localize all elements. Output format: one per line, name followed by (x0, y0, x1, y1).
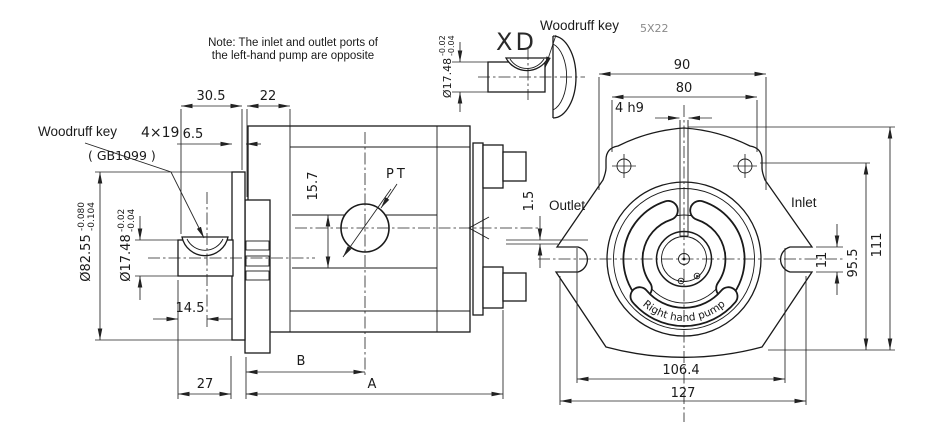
dim-spigot-depth: 6.5 (182, 127, 204, 142)
dim-flange-width: 80 (675, 81, 693, 96)
dim-slot-span: 106.4 (662, 363, 700, 378)
pilot-dia-value: Ø82.55 (79, 234, 94, 282)
port-cap-top (503, 152, 526, 181)
dim-overall-height: 111 (870, 232, 885, 258)
mounting-flange-plate (245, 200, 270, 353)
port-plate (473, 143, 483, 315)
detail-shaft-dia-tol-upper: -0.02 (438, 35, 447, 56)
dim-shaft-len: 27 (196, 377, 214, 392)
detail-woodruff-key-label: Woodruff key (540, 18, 620, 33)
side-view (38, 89, 540, 399)
pilot-spigot (232, 172, 245, 340)
port-boss-bottom (483, 267, 503, 308)
dim-front-width: 22 (259, 89, 277, 104)
woodruff-key-size: 4×19 (141, 125, 180, 141)
dim-key-pos: 14.5 (175, 301, 205, 316)
dim-port-offset: 15.7 (306, 171, 321, 201)
pilot-dia-tol-upper: -0.080 (77, 201, 87, 231)
note-line-2: the left-hand pump are opposite (211, 50, 375, 62)
dim-inner-height: 95.5 (846, 248, 861, 278)
shaft-dia-tol-upper: -0.02 (117, 208, 127, 232)
key-standard-label: ( GB1099 ) (88, 148, 156, 163)
dim-shaft-ext: 30.5 (196, 89, 226, 104)
detail-shaft-dia-value: Ø17.48 (441, 57, 454, 99)
dim-key-slot: 4 h9 (615, 101, 644, 116)
inlet-label: Inlet (791, 195, 817, 210)
shaft-dia-tol-lower: -0.04 (127, 208, 137, 232)
port-boss-top (483, 145, 503, 188)
dim-overall-width: 127 (670, 386, 696, 401)
dim-overall-len: A (367, 377, 377, 392)
pilot-diameter-label (77, 202, 97, 282)
outlet-label: Outlet (549, 198, 586, 213)
dim-offset: 1.5 (522, 190, 537, 212)
port-cap-bottom (503, 273, 526, 301)
detail-title: XD (496, 28, 537, 56)
dim-bolt-span: 90 (673, 58, 691, 73)
detail-shaft-dia-tol-lower: -0.04 (447, 35, 456, 56)
pilot-dia-tol-lower: -0.104 (87, 201, 97, 231)
note-line-1: Note: The inlet and outlet ports of (208, 37, 378, 49)
detail-shaft-diameter-label (438, 35, 456, 98)
detail-woodruff-key-size: 5X22 (640, 22, 669, 35)
woodruff-key-label: Woodruff key (38, 124, 118, 139)
shaft-dia-value: Ø17.48 (119, 234, 134, 282)
pt-port-label: PT (386, 167, 408, 182)
banner-text: Right hand pump (640, 298, 728, 325)
dim-port-dist: B (296, 354, 306, 369)
shaft-diameter-label (117, 208, 137, 281)
dim-slot-width: 11 (815, 251, 830, 269)
